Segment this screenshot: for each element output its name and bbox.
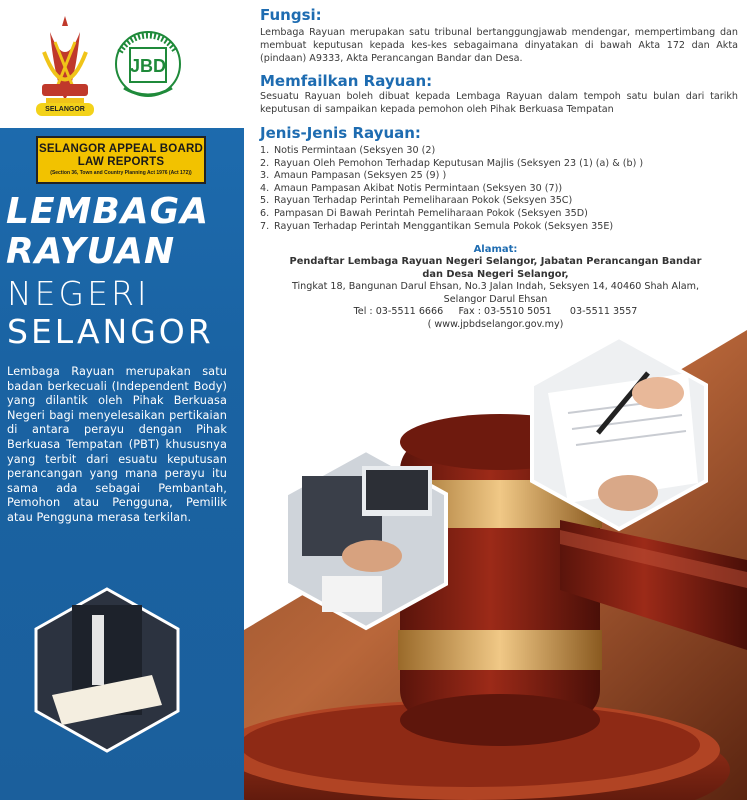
- alamat-org-line1: Pendaftar Lembaga Rayuan Negeri Selangor, Jabatan Perancangan Bandar: [289, 256, 702, 267]
- law-reports-line2: LAW REPORTS: [77, 156, 165, 168]
- title-rayuan: RAYUAN: [6, 231, 176, 272]
- alamat-org-line2: dan Desa Negeri Selangor,: [422, 268, 569, 280]
- logo-area: [0, 0, 244, 128]
- title-selangor: SELANGOR: [7, 312, 214, 351]
- handshake-photo-icon: [282, 446, 450, 632]
- law-reports-line1: SELANGOR APPEAL BOARD: [39, 143, 203, 155]
- memfailkan-body: Sesuatu Rayuan boleh dibuat kepada Lembaga Rayuan dalam tempoh satu bulan dari tarikh keputusan di sampaikan kepada pemohon oleh Pihak Berkuasa Tempatan: [260, 91, 738, 116]
- list-item: 2. Rayuan Oleh Pemohon Terhadap Keputusan Majlis (Seksyen 23 (1) (a) & (b) ): [260, 157, 644, 169]
- left-description: Lembaga Rayuan merupakan satu badan berkecuali (Independent Body) yang dilantik oleh Pihak Berkuasa Negeri bagi menyelesaikan pertikaian di antara perayu dengan Pihak Berkuasa Tempatan (PBT) khususnya yang terbit dari esuatu keputusan perancangan yang mana perayu itu sama ada sebagai Pembantah, Pemohon atau Pengguna, Pemilik atau Pengguna merasa terkilan.: [7, 365, 227, 524]
- jenis-heading: Jenis-Jenis Rayuan:: [260, 124, 421, 142]
- jpbd-logo-icon: [106, 22, 190, 106]
- title-negeri: NEGERI: [7, 274, 150, 313]
- title-lembaga: LEMBAGA: [6, 191, 210, 232]
- list-item: 6. Pampasan Di Bawah Perintah Pemeliharaan Pokok (Seksyen 35D): [260, 207, 588, 219]
- list-item: 5. Rayuan Terhadap Perintah Pemeliharaan Pokok (Seksyen 35C): [260, 195, 573, 207]
- list-item: 7. Rayuan Terhadap Perintah Menggantikan Semula Pokok (Seksyen 35E): [260, 220, 614, 232]
- left-blue-panel: [0, 0, 244, 800]
- fungsi-body: Lembaga Rayuan merupakan satu tribunal bertanggungjawab mendengar, mempertimbang dan membuat keputusan kepada kes-kes sebagaimana dinyatakan di bawah Akta 172 dan Akta (pindaan) A9333, Akta Perancangan Bandar dan Desa.: [260, 27, 738, 65]
- list-item: 1. Notis Permintaan (Seksyen 30 (2): [260, 145, 436, 156]
- law-reports-line3: (Section 36, Town and Country Planning Act 1976 (Act 172)): [50, 170, 192, 176]
- list-item: 3. Amaun Pampasan (Seksyen 25 (9) ): [260, 170, 447, 182]
- memfailkan-heading: Memfailkan Rayuan:: [260, 72, 433, 90]
- jpbd-logo-text: JBD: [129, 56, 167, 76]
- list-item: 4. Amaun Pampasan Akibat Notis Permintaan (Seksyen 30 (7)): [260, 182, 563, 194]
- jenis-rayuan-list: [260, 145, 740, 233]
- alamat-label: Alamat:: [473, 244, 518, 255]
- fungsi-heading: Fungsi:: [260, 6, 322, 24]
- law-reports-badge: [36, 136, 206, 184]
- selangor-label: SELANGOR: [36, 103, 94, 116]
- alamat-addr-line1: Tingkat 18, Bangunan Darul Ehsan, No.3 Jalan Indah, Seksyen 14, 40460 Shah Alam,: [291, 281, 700, 293]
- alamat-addr-line2: Selangor Darul Ehsan: [443, 293, 548, 305]
- alamat-phone: Tel : 03-5511 6666 Fax : 03-5510 5051 03-5511 3557: [353, 306, 638, 318]
- address-block: [244, 243, 747, 332]
- hand-writing-photo-icon: [528, 333, 710, 533]
- man-reading-book-photo-icon: [32, 585, 182, 755]
- alamat-website[interactable]: ( www.jpbdselangor.gov.my): [427, 318, 564, 330]
